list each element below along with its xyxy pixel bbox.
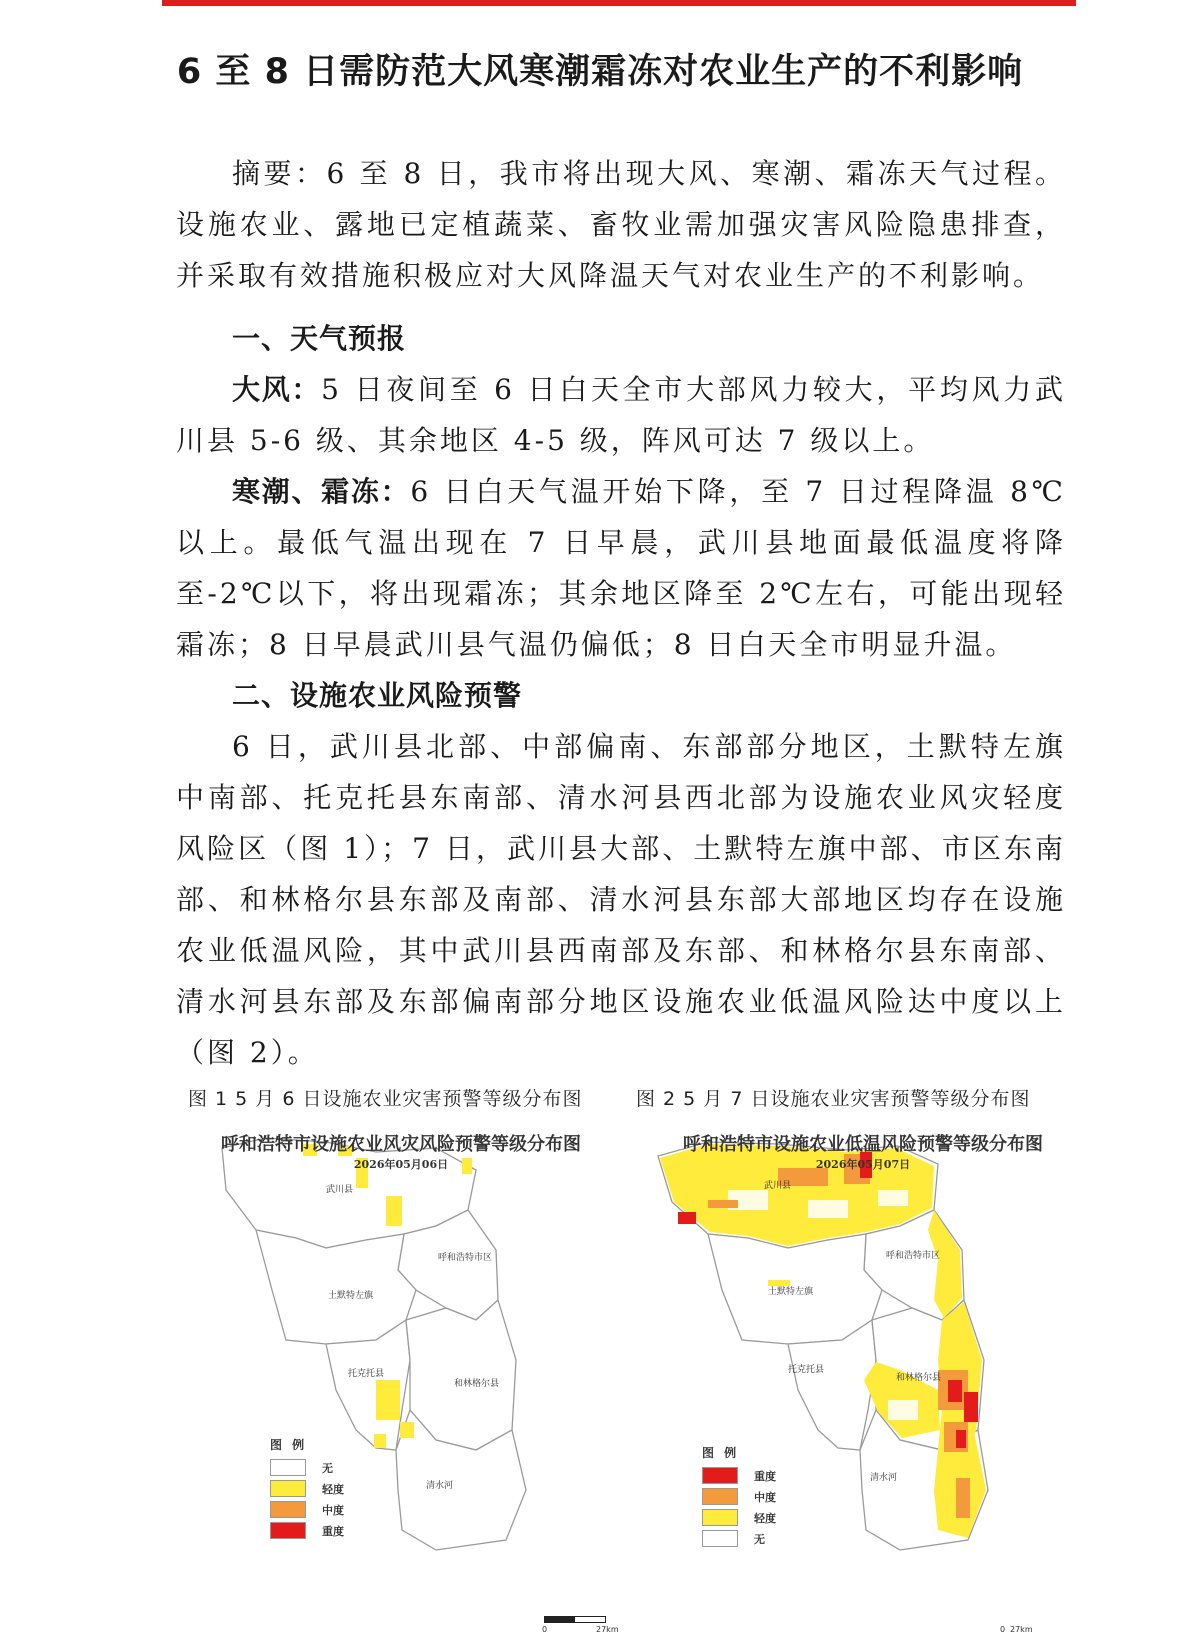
figure-1-caption: 图 1 5 月 6 日设施农业灾害预警等级分布图	[188, 1088, 583, 1110]
figure-2-caption: 图 2 5 月 7 日设施农业灾害预警等级分布图	[636, 1088, 1031, 1110]
risk-paragraph: 6 日，武川县北部、中部偏南、东部部分地区，土默特左旗中南部、托克托县东南部、清水河县西北部为设施农业风灾轻度风险区（图 1）；7 日，武川县大部、土默特左旗中部、市区东南部、和林格尔县东部及南部、清水河县东部大部地区均存在设施农业低温风险，其中武川县西南部及东部、和林格尔县东南部、清水河县东部及东部偏南部分地区设施农业低温风险达中度以上（图 2）。	[176, 730, 1066, 1069]
top-accent-bar	[162, 0, 1076, 6]
white-speckle	[878, 1190, 908, 1206]
article-body	[176, 148, 1066, 1078]
map-1-title: 呼和浩特市设施农业风灾风险预警等级分布图	[221, 1134, 581, 1155]
legend-swatch	[702, 1509, 738, 1526]
white-speckle	[888, 1400, 918, 1420]
map-2-date: 2026年05月07日	[815, 1158, 911, 1171]
legend-label: 中度	[754, 1490, 776, 1504]
legend-row	[270, 1499, 344, 1520]
legend-swatch	[702, 1467, 738, 1484]
risk-patch-moderate	[708, 1200, 738, 1208]
legend-title: 图 例	[702, 1446, 740, 1460]
legend-row	[270, 1457, 344, 1478]
scale-start-label: 0	[542, 1625, 548, 1634]
risk-patch-severe	[956, 1430, 966, 1448]
legend-swatch	[270, 1501, 306, 1518]
abstract-paragraph: 摘要：6 至 8 日，我市将出现大风、寒潮、霜冻天气过程。设施农业、露地已定植蔬菜、畜牧业需加强灾害风险隐患排查，并采取有效措施积极应对大风降温天气对农业生产的不利影响。	[176, 157, 1066, 292]
map-2-legend	[702, 1444, 776, 1549]
scale-start-label: 0	[1000, 1625, 1006, 1634]
region-label: 土默特左旗	[768, 1287, 814, 1297]
legend-row	[270, 1478, 344, 1499]
figure-2-map	[638, 1130, 1088, 1644]
legend-label: 重度	[322, 1524, 344, 1538]
legend-row	[702, 1486, 776, 1507]
region-label: 呼和浩特市区	[886, 1251, 941, 1261]
legend-label: 重度	[754, 1469, 776, 1483]
risk-patch-severe	[964, 1392, 978, 1422]
cold-paragraph	[176, 466, 1066, 670]
region-label: 和林格尔县	[454, 1379, 500, 1389]
scale-end-label: 27km	[1010, 1625, 1033, 1634]
map-2-title: 呼和浩特市设施农业低温风险预警等级分布图	[683, 1134, 1043, 1155]
risk-patch	[386, 1196, 402, 1226]
legend-swatch	[702, 1530, 738, 1547]
map-2-graphic	[638, 1130, 1088, 1644]
scale-end-label: 27km	[596, 1625, 619, 1634]
risk-patch	[374, 1434, 386, 1448]
legend-label: 轻度	[322, 1482, 344, 1496]
region-label: 呼和浩特市区	[438, 1253, 493, 1263]
map-1-graphic	[176, 1130, 626, 1644]
region-label: 和林格尔县	[896, 1373, 942, 1383]
legend-row	[702, 1465, 776, 1486]
region-label: 清水河	[870, 1473, 898, 1483]
legend-swatch	[270, 1522, 306, 1539]
risk-patch-moderate	[956, 1478, 970, 1518]
region-label: 清水河	[426, 1481, 454, 1491]
region-label: 托克托县	[788, 1365, 825, 1375]
legend-title: 图 例	[270, 1438, 308, 1452]
legend-swatch	[702, 1488, 738, 1505]
risk-patch-severe	[678, 1212, 696, 1224]
legend-row	[702, 1528, 776, 1549]
legend-label: 中度	[322, 1503, 344, 1517]
legend-label: 轻度	[754, 1511, 776, 1525]
risk-patch-severe	[948, 1380, 962, 1402]
map-1-date: 2026年05月06日	[353, 1158, 449, 1171]
page-title: 6 至 8 日需防范大风寒潮霜冻对农业生产的不利影响	[176, 52, 1024, 92]
region-label: 托克托县	[348, 1369, 385, 1379]
cold-lead: 寒潮、霜冻：	[232, 475, 411, 508]
region-label: 武川县	[764, 1181, 792, 1191]
legend-label: 无	[754, 1532, 765, 1546]
region-tumote	[256, 1230, 416, 1344]
scale-bar-graphic	[544, 1616, 606, 1623]
map-1-legend	[270, 1436, 344, 1541]
legend-row	[270, 1520, 344, 1541]
section-heading-risk: 二、设施农业风险预警	[232, 679, 523, 712]
white-speckle	[808, 1200, 848, 1218]
wind-lead: 大风：	[232, 373, 322, 406]
legend-swatch	[270, 1459, 306, 1476]
legend-swatch	[270, 1480, 306, 1497]
scale-bar-2	[1000, 1616, 1080, 1640]
risk-patch	[376, 1380, 400, 1420]
wind-text: 5 日夜间至 6 日白天全市大部风力较大，平均风力武川县 5-6 级、其余地区 4-5 级，阵风可达 7 级以上。	[176, 373, 1066, 457]
legend-row	[702, 1507, 776, 1528]
scale-bar	[544, 1616, 624, 1640]
region-label: 土默特左旗	[328, 1291, 374, 1301]
cold-text: 6 日白天气温开始下降，至 7 日过程降温 8℃以上。最低气温出现在 7 日早晨，武川县地面最低温度将降至-2℃以下，将出现霜冻；其余地区降至 2℃左右，可能出现轻霜冻；8 日早晨武川县气温仍偏低；8 日白天全市明显升温。	[176, 475, 1066, 661]
figure-1-map	[176, 1130, 626, 1644]
region-label: 武川县	[326, 1185, 354, 1195]
wind-paragraph	[176, 364, 1066, 466]
section-heading-forecast: 一、天气预报	[232, 322, 407, 355]
legend-label: 无	[322, 1461, 333, 1475]
risk-patch	[400, 1422, 414, 1438]
